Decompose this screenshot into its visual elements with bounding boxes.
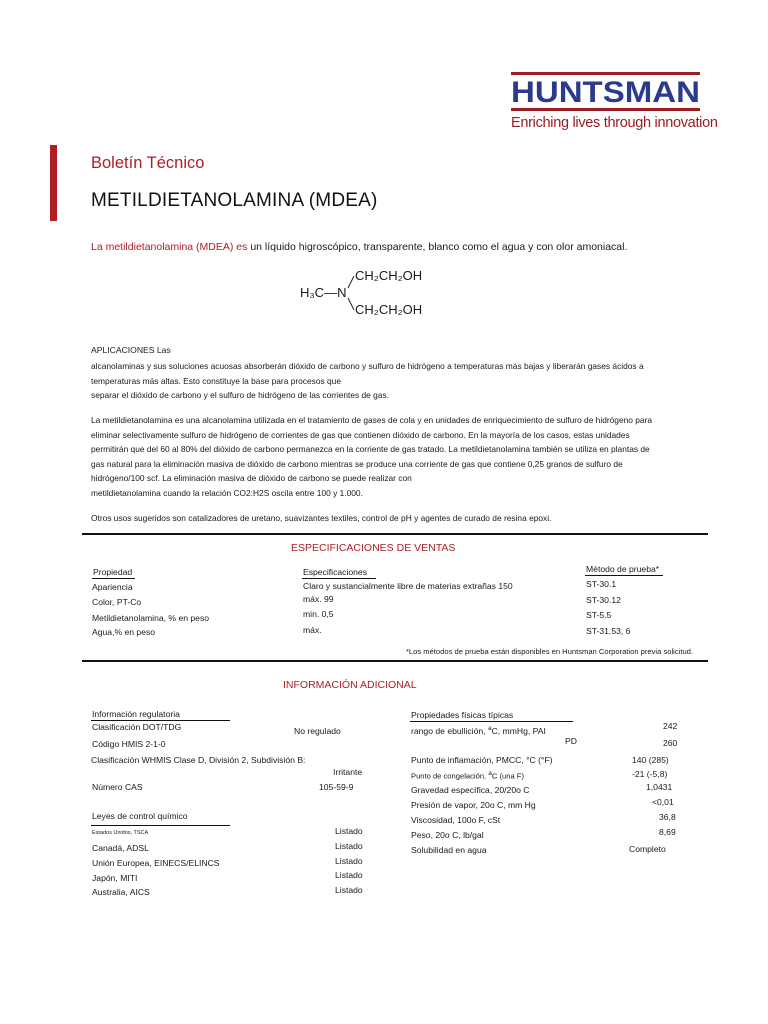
weight-value: 8,69 <box>659 827 676 837</box>
solubility-value: Completo <box>629 844 666 854</box>
law-label: Unión Europea, EINECS/ELINCS <box>92 858 220 868</box>
spec-property: Apariencia <box>92 582 133 592</box>
boiling-label: rango de ebullición, $^a$C, mmHg, PAI <box>411 725 546 736</box>
specs-title: ESPECIFICACIONES DE VENTAS <box>291 542 456 554</box>
specs-footnote: *Los métodos de prueba están disponibles en Huntsman Corporation previa solicitud. <box>405 647 693 656</box>
paragraph-line: La metildietanolamina es una alcanolamina utilizada en el tratamiento de gases de cola y en unidades de enriquecimiento de sulfuro de hidrógeno para <box>91 415 653 425</box>
spec-value: máx. <box>303 625 322 635</box>
underline <box>91 720 230 721</box>
additional-title: INFORMACIÓN ADICIONAL <box>283 679 417 691</box>
spec-property: Metildietanolamina, % en peso <box>92 613 210 623</box>
applications-line: alcanolaminas y sus soluciones acuosas absorberán dióxido de carbono y sulfuro de hidrógeno a temperaturas más bajas y liberarán gases ácidos a <box>91 361 644 371</box>
huntsman-logo <box>511 76 700 106</box>
flash-value: 140 (285) <box>632 755 669 765</box>
laws-heading: Leyes de control químico <box>92 811 188 821</box>
cas-label: Número CAS <box>92 782 143 792</box>
specs-col-property: Propiedad <box>93 567 133 577</box>
paragraph-line: gas natural para la eliminación masiva de dióxido de carbono mientras se produce una corriente de gas que contiene 0,25 granos de sulfuro de <box>91 458 623 469</box>
law-value: Listado <box>335 885 363 895</box>
document-title: METILDIETANOLAMINA (MDEA) <box>91 190 378 211</box>
boiling-value-1: 242 <box>663 721 678 731</box>
dot-value: No regulado <box>294 726 341 736</box>
spec-method: ST-30.12 <box>586 595 621 605</box>
logo-wordmark: HUNTSMAN <box>511 76 700 106</box>
document-type: Boletín Técnico <box>91 154 205 172</box>
viscosity-value: 36,8 <box>659 812 676 822</box>
dot-label: Clasificación DOT/TDG <box>92 722 182 732</box>
section-divider <box>82 660 708 662</box>
spec-method: ST-31.53, 6 <box>586 626 631 636</box>
applications-paragraph-2 <box>91 413 652 500</box>
structure-bottom-branch: CH₂CH₂OH <box>355 302 423 317</box>
underline <box>302 578 376 579</box>
paragraph-line: metildietanolamina cuando la relación CO2:H2S oscila entre 100 y 1.000. <box>91 487 363 498</box>
spec-value: min. 0,5 <box>303 609 334 619</box>
gravity-value: 1,0431 <box>646 782 673 792</box>
physical-heading: Propiedades físicas típicas <box>411 710 514 720</box>
law-label: Japón, MITI <box>92 873 138 883</box>
viscosity-label: Viscosidad, 100o F, cSt <box>411 815 501 825</box>
vapor-value: <0,01 <box>652 797 674 807</box>
paragraph-line: eliminar selectivamente sulfuro de hidrógeno de corrientes de gas que contienen dióxido de carbono. En la mayoría de los casos, estas unidades <box>91 429 630 440</box>
logo-bar-top <box>511 72 700 75</box>
logo-tagline: Enriching lives through innovation <box>511 115 718 131</box>
law-value: Listado <box>335 841 363 851</box>
applications-line: separar el dióxido de carbono y el sulfuro de hidrógeno de las corrientes de gas. <box>91 390 389 400</box>
freeze-value: -21 (-5,8) <box>632 769 668 779</box>
accent-bar <box>50 145 57 221</box>
logo-bar-bottom <box>511 108 700 111</box>
section-divider <box>82 533 708 535</box>
specs-col-spec: Especificaciones <box>303 567 368 577</box>
regulatory-heading: Información regulatoria <box>92 709 180 719</box>
structure-top-branch: CH₂CH₂OH <box>355 268 423 283</box>
intro-highlight: La metildietanolamina (MDEA) es <box>91 241 248 253</box>
cas-value: 105-59-9 <box>319 782 354 792</box>
underline <box>91 825 230 826</box>
law-label: Canadá, ADSL <box>92 843 149 853</box>
intro-paragraph <box>91 241 627 253</box>
law-value: Listado <box>335 856 363 866</box>
spec-value: Claro y sustancialmente libre de materias extrañas 150 <box>303 581 513 591</box>
law-value: Listado <box>335 870 363 880</box>
vapor-label: Presión de vapor, 20o C, mm Hg <box>411 800 536 810</box>
paragraph-line: hidrógeno/100 scf. La eliminación masiva de dióxido de carbono se puede realizar con <box>91 473 412 483</box>
freeze-label: Punto de congelación, $^a$C (una F) <box>411 770 524 781</box>
underline <box>92 578 135 579</box>
law-value: Listado <box>335 826 363 836</box>
gravity-label: Gravedad específica, 20/20o C <box>411 785 530 795</box>
structure-left: H₃C—N <box>300 285 347 300</box>
paragraph-line: permitirán que del 60 al 80% del dióxido de carbono permanezca en la corriente de gas tratado. La metildietanolamina también se utiliza en plantas de <box>91 444 650 454</box>
hmis-label: Código HMIS 2-1-0 <box>92 739 166 749</box>
flash-label: Punto de inflamación, PMCC, °C (°F) <box>411 755 553 765</box>
spec-property: Color, PT-Co <box>92 597 142 607</box>
chemical-structure <box>298 268 448 318</box>
boiling-pd: PD <box>565 736 577 746</box>
applications-paragraph-3: Otros usos sugeridos son catalizadores de uretano, suavizantes textiles, control de pH y agentes de curado de resina epoxi. <box>91 513 552 523</box>
law-label: Australia, AICS <box>92 887 150 897</box>
weight-label: Peso, 20o C, lb/gal <box>411 830 484 840</box>
solubility-label: Solubilidad en agua <box>411 845 487 855</box>
underline <box>410 721 573 722</box>
boiling-value-2: 260 <box>663 738 678 748</box>
specs-col-method: Método de prueba* <box>586 564 660 574</box>
law-label: Estados Unidos, TSCA <box>92 830 149 836</box>
spec-method: ST-5.5 <box>586 610 612 620</box>
intro-rest: un líquido higroscópico, transparente, blanco como el agua y con olor amoniacal. <box>247 241 628 253</box>
whmis-value: Irritante <box>333 767 363 777</box>
spec-value: máx. 99 <box>303 594 334 604</box>
applications-heading: APLICACIONES Las <box>91 345 171 355</box>
whmis-label: Clasificación WHMIS Clase D, División 2, Subdivisión B: <box>91 755 306 765</box>
applications-line: temperaturas más altas. Esto constituye la base para procesos que <box>91 375 341 386</box>
applications-text <box>91 359 644 403</box>
spec-method: ST-30.1 <box>586 579 617 589</box>
underline <box>585 575 663 576</box>
spec-property: Agua,% en peso <box>92 627 156 637</box>
